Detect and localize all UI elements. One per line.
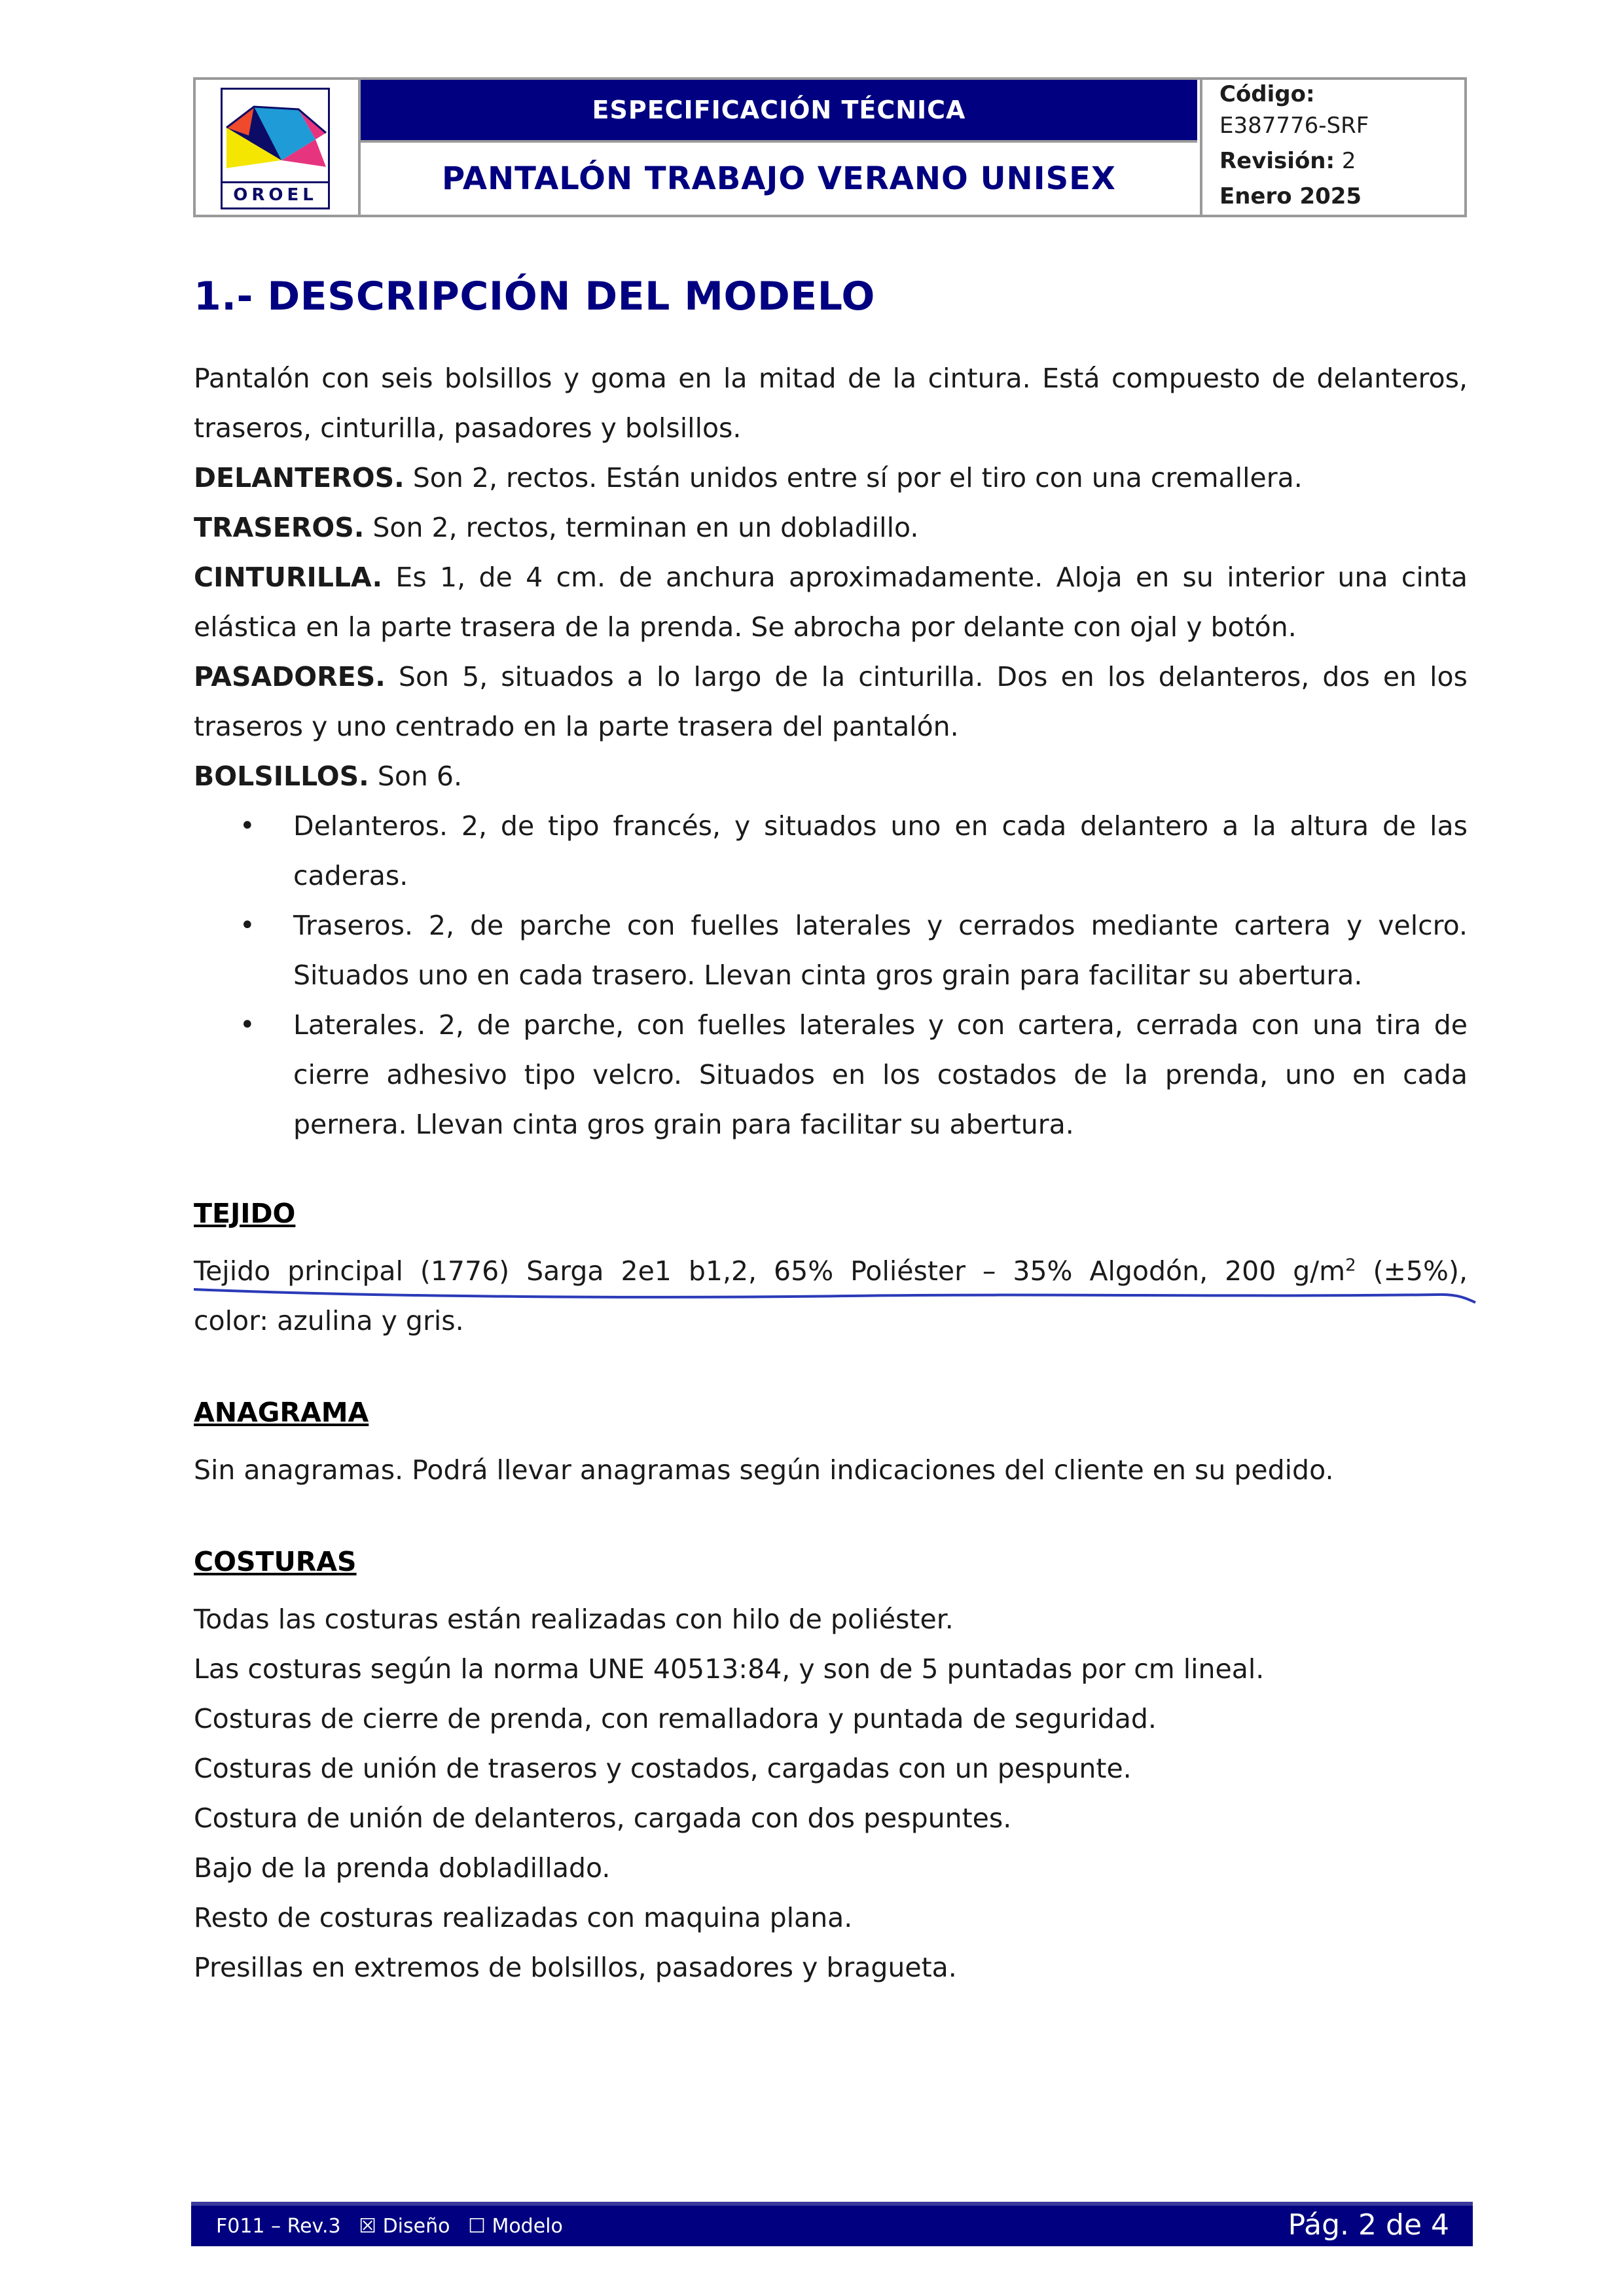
costuras-line: Todas las costuras están realizadas con hilo de poliéster. [194, 1604, 954, 1635]
delanteros-label: DELANTEROS. [194, 462, 405, 493]
anagrama-heading: ANAGRAMA [194, 1397, 369, 1428]
costuras-line: Resto de costuras realizadas con maquina plana. [194, 1902, 853, 1933]
tejido-heading: TEJIDO [194, 1198, 296, 1229]
pasadores-label: PASADORES. [194, 661, 386, 692]
delanteros-text: Son 2, rectos. Están unidos entre sí por el tiro con una cremallera. [404, 462, 1303, 493]
modelo-checkbox: ☐ Modelo [468, 2215, 563, 2238]
cinturilla-label: CINTURILLA. [194, 562, 383, 593]
footer-form-info [216, 2215, 563, 2238]
logo-cell [196, 80, 361, 215]
list-item [242, 1000, 1468, 1149]
pasadores-text-2: traseros y uno centrado en la parte trasera del pantalón. [194, 711, 959, 742]
costuras-line: Bajo de la prenda dobladillado. [194, 1852, 611, 1884]
costuras-line: Costuras de cierre de prenda, con remalladora y puntada de seguridad. [194, 1703, 1157, 1734]
page-number: Pág. 2 de 4 [1288, 2208, 1449, 2242]
logo-text: OROEL [233, 185, 317, 205]
list-item [242, 801, 1468, 901]
traseros-paragraph [194, 503, 1468, 552]
bullet-line: caderas. [293, 860, 408, 891]
cinturilla-text-1: Es 1, de 4 cm. de anchura aproximadamente. Aloja en su interior una cinta [382, 562, 1468, 593]
document-meta [1200, 80, 1464, 215]
traseros-label: TRASEROS. [194, 512, 365, 543]
bolsillos-text: Son 6. [369, 761, 463, 792]
form-code: F011 – Rev.3 [216, 2215, 341, 2238]
list-item [242, 901, 1468, 1000]
oroel-logo-icon [221, 88, 330, 209]
bullet-icon: • [240, 910, 255, 941]
bullet-icon: • [240, 811, 255, 841]
bullet-text [293, 901, 1468, 1000]
bolsillos-label: BOLSILLOS. [194, 761, 369, 792]
bullet-text [293, 801, 1468, 901]
bullet-line: Delanteros. 2, de tipo francés, y situados uno en cada delantero a la altura de las [293, 810, 1468, 842]
revision-value: 2 [1341, 148, 1356, 174]
code-label: Código: [1219, 81, 1315, 107]
bullet-line: Situados uno en cada trasero. Llevan cinta gros grain para facilitar su abertura. [293, 960, 1363, 991]
superscript: 2 [1345, 1255, 1356, 1276]
doc-type-title: ESPECIFICACIÓN TÉCNICA [361, 80, 1197, 140]
revision-label: Revisión: [1219, 148, 1335, 174]
bullet-line: Laterales. 2, de parche, con fuelles laterales y con cartera, cerrada con una tira de [293, 1009, 1468, 1041]
costuras-line: Costura de unión de delanteros, cargada con dos pespuntes. [194, 1803, 1012, 1834]
pasadores-paragraph [194, 652, 1468, 702]
cinturilla-paragraph [194, 552, 1468, 602]
tejido-tolerance: (±5%), [1356, 1255, 1468, 1287]
costuras-line: Presillas en extremos de bolsillos, pasadores y bragueta. [194, 1952, 957, 1983]
logo-separator [223, 181, 328, 183]
revision-line [1219, 148, 1356, 174]
delanteros-paragraph [194, 453, 1468, 503]
costuras-line: Las costuras según la norma UNE 40513:84, y son de 5 puntadas por cm lineal. [194, 1653, 1265, 1685]
product-title: PANTALÓN TRABAJO VERANO UNISEX [442, 160, 1116, 197]
costuras-line: Costuras de unión de traseros y costados, cargadas con un pespunte. [194, 1753, 1132, 1784]
diseno-checkbox: ☒ Diseño [359, 2215, 450, 2238]
bullet-line: pernera. Llevan cinta gros grain para facilitar su abertura. [293, 1109, 1074, 1140]
intro-line-2: traseros, cinturilla, pasadores y bolsillos. [194, 412, 742, 444]
pasadores-text-1: Son 5, situados a lo largo de la cinturilla. Dos en los delanteros, dos en los [385, 661, 1468, 692]
code-value: E387776-SRF [1219, 113, 1369, 139]
bullet-line: cierre adhesivo tipo velcro. Situados en los costados de la prenda, uno en cada [293, 1059, 1468, 1090]
tejido-line-2: color: azulina y gris. [194, 1305, 464, 1336]
tejido-text: Tejido principal (1776) Sarga 2e1 b1,2, 65% Poliéster – 35% Algodón, 200 g/m [194, 1255, 1346, 1287]
header-table [193, 77, 1467, 217]
bullet-line: Traseros. 2, de parche con fuelles laterales y cerrados mediante cartera y velcro. [293, 910, 1468, 941]
costuras-heading: COSTURAS [194, 1546, 357, 1577]
logo-shapes [223, 90, 328, 180]
traseros-text: Son 2, rectos, terminan en un dobladillo. [364, 512, 919, 543]
document-date: Enero 2025 [1219, 183, 1362, 209]
cinturilla-text-2: elástica en la parte trasera de la prenda. Se abrocha por delante con ojal y botón. [194, 611, 1297, 643]
bullet-text [293, 1000, 1468, 1149]
anagrama-text: Sin anagramas. Podrá llevar anagramas según indicaciones del cliente en su pedido. [194, 1454, 1334, 1486]
section-heading: 1.- DESCRIPCIÓN DEL MODELO [194, 274, 875, 319]
intro-line-1: Pantalón con seis bolsillos y goma en la mitad de la cintura. Está compuesto de delanteros, [194, 363, 1468, 394]
bullet-icon: • [240, 1010, 255, 1040]
page-footer [191, 2202, 1473, 2246]
bolsillos-paragraph [194, 751, 1468, 801]
